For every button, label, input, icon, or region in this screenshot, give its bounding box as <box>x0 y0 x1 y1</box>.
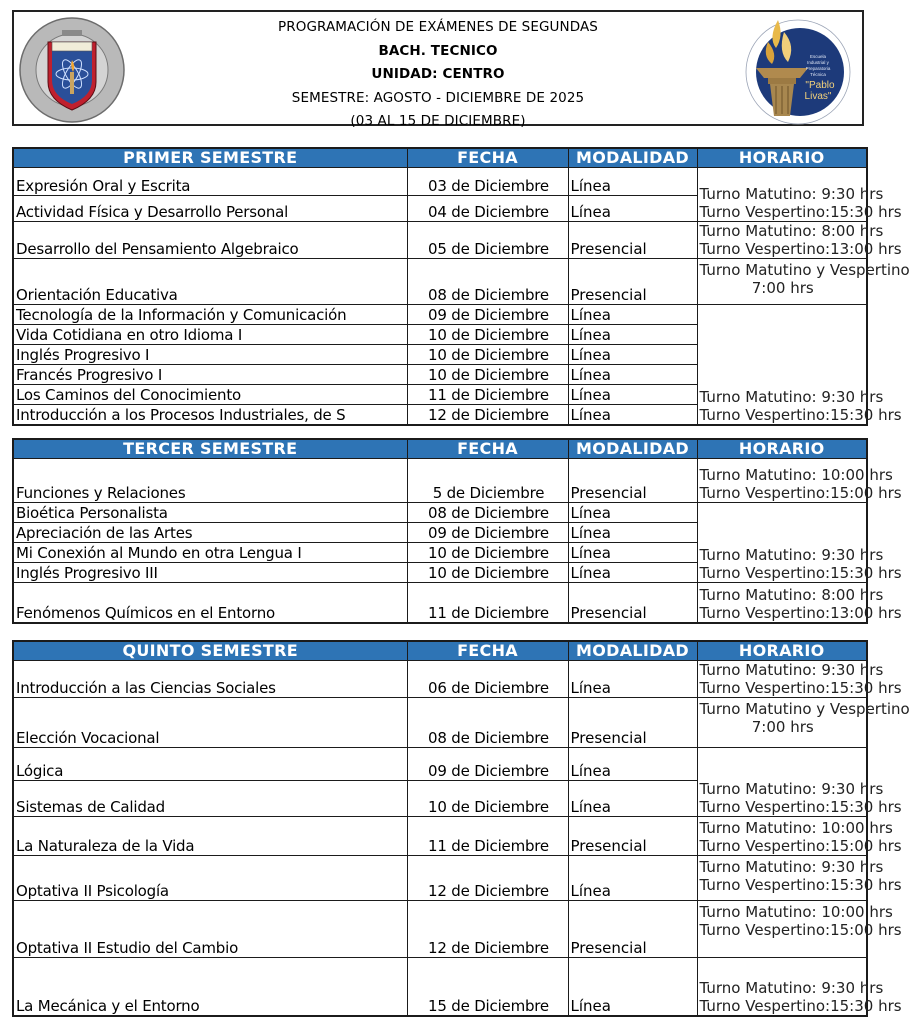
svg-text:Livas": Livas" <box>804 91 832 102</box>
horario: Turno Matutino: 10:00 hrs Turno Vespertino:15:00 hrs <box>697 901 867 958</box>
col-modalidad: MODALIDAD <box>568 148 697 168</box>
tercer-semestre-table <box>12 438 902 624</box>
col-modalidad: MODALIDAD <box>568 641 697 661</box>
horario: Turno Matutino: 9:30 hrs Turno Vespertino:15:30 hrs <box>697 168 867 222</box>
modalidad: Presencial <box>568 259 697 305</box>
subject: Introducción a los Procesos Industriales, de S <box>13 405 407 425</box>
subject: Tecnología de la Información y Comunicación <box>13 305 407 325</box>
horario: Turno Matutino: 9:30 hrs Turno Vespertino:15:30 hrs <box>697 503 867 583</box>
horario: Turno Matutino: 8:00 hrs Turno Vespertino:13:00 hrs <box>697 222 867 259</box>
modalidad: Línea <box>568 405 697 425</box>
semester-title: TERCER SEMESTRE <box>13 439 407 459</box>
table-row <box>13 503 867 523</box>
table-row <box>13 459 867 503</box>
horario: Turno Matutino y Vespertino 7:00 hrs <box>697 259 867 305</box>
modalidad: Línea <box>568 958 697 1016</box>
fecha: 11 de Diciembre <box>407 817 568 856</box>
subject: Funciones y Relaciones <box>13 459 407 503</box>
table-row <box>13 958 867 1016</box>
fecha: 10 de Diciembre <box>407 325 568 345</box>
col-fecha: FECHA <box>407 439 568 459</box>
unit-name: UNIDAD: CENTRO <box>371 66 505 82</box>
modalidad: Línea <box>568 168 697 196</box>
modalidad: Presencial <box>568 817 697 856</box>
fecha: 03 de Diciembre <box>407 168 568 196</box>
fecha: 10 de Diciembre <box>407 365 568 385</box>
table-row <box>13 661 867 698</box>
col-fecha: FECHA <box>407 641 568 661</box>
fecha: 09 de Diciembre <box>407 523 568 543</box>
subject: Bioética Personalista <box>13 503 407 523</box>
subject: Inglés Progresivo I <box>13 345 407 365</box>
svg-text:Técnica: Técnica <box>810 72 826 77</box>
subject: Vida Cotidiana en otro Idioma I <box>13 325 407 345</box>
modalidad: Línea <box>568 503 697 523</box>
horario: Turno Matutino: 9:30 hrs Turno Vespertino:15:30 hrs <box>697 305 867 425</box>
modalidad: Línea <box>568 661 697 698</box>
table-header-row <box>13 148 867 168</box>
horario: Turno Matutino: 10:00 hrs Turno Vespertino:15:00 hrs <box>697 817 867 856</box>
subject: Los Caminos del Conocimiento <box>13 385 407 405</box>
modalidad: Línea <box>568 385 697 405</box>
horario: Turno Matutino: 9:30 hrs Turno Vespertino:15:30 hrs <box>697 958 867 1016</box>
horario: Turno Matutino: 9:30 hrs Turno Vespertino:15:30 hrs <box>697 661 867 698</box>
fecha: 11 de Diciembre <box>407 385 568 405</box>
fecha: 08 de Diciembre <box>407 259 568 305</box>
quinto-semestre-table <box>12 640 910 1017</box>
primer-semestre-table <box>12 147 910 426</box>
fecha: 05 de Diciembre <box>407 222 568 259</box>
modalidad: Línea <box>568 365 697 385</box>
col-horario: HORARIO <box>697 641 867 661</box>
svg-text:Preparatoria: Preparatoria <box>805 66 831 71</box>
fecha: 11 de Diciembre <box>407 583 568 623</box>
modalidad: Presencial <box>568 901 697 958</box>
col-modalidad: MODALIDAD <box>568 439 697 459</box>
fecha: 12 de Diciembre <box>407 405 568 425</box>
document-title: PROGRAMACIÓN DE EXÁMENES DE SEGUNDAS <box>278 19 598 35</box>
table-row <box>13 222 867 259</box>
uanl-seal-logo <box>18 16 126 124</box>
table-row <box>13 856 867 901</box>
table-row <box>13 259 867 305</box>
table-header-row <box>13 641 867 661</box>
subject: Sistemas de Calidad <box>13 781 407 817</box>
subject: Apreciación de las Artes <box>13 523 407 543</box>
modalidad: Presencial <box>568 222 697 259</box>
program-name: BACH. TECNICO <box>378 42 498 59</box>
subject: Mi Conexión al Mundo en otra Lengua I <box>13 543 407 563</box>
fecha: 12 de Diciembre <box>407 901 568 958</box>
subject: La Mecánica y el Entorno <box>13 958 407 1016</box>
table-row <box>13 305 867 325</box>
horario: Turno Matutino: 8:00 hrs Turno Vespertino:13:00 hrs <box>697 583 867 623</box>
modalidad: Línea <box>568 856 697 901</box>
table-row <box>13 698 867 748</box>
document-header <box>12 10 864 129</box>
modalidad: Línea <box>568 748 697 781</box>
table-row <box>13 817 867 856</box>
svg-text:Industrial y: Industrial y <box>807 60 829 65</box>
fecha: 10 de Diciembre <box>407 563 568 583</box>
modalidad: Presencial <box>568 459 697 503</box>
table-row <box>13 583 867 623</box>
table-row <box>13 748 867 781</box>
subject: Elección Vocacional <box>13 698 407 748</box>
subject: Orientación Educativa <box>13 259 407 305</box>
modalidad: Línea <box>568 325 697 345</box>
fecha: 10 de Diciembre <box>407 781 568 817</box>
fecha: 12 de Diciembre <box>407 856 568 901</box>
modalidad: Línea <box>568 305 697 325</box>
semester-title: PRIMER SEMESTRE <box>13 148 407 168</box>
horario: Turno Matutino: 9:30 hrs Turno Vespertino:15:30 hrs <box>697 748 867 817</box>
fecha: 06 de Diciembre <box>407 661 568 698</box>
svg-text:"Pablo: "Pablo <box>805 80 835 91</box>
fecha: 15 de Diciembre <box>407 958 568 1016</box>
horario: Turno Matutino: 9:30 hrs Turno Vespertino:15:30 hrs <box>697 856 867 901</box>
horario: Turno Matutino: 10:00 hrs Turno Vespertino:15:00 hrs <box>697 459 867 503</box>
horario: Turno Matutino y Vespertino 7:00 hrs <box>697 698 867 748</box>
subject: Optativa II Psicología <box>13 856 407 901</box>
modalidad: Línea <box>568 196 697 222</box>
subject: Desarrollo del Pensamiento Algebraico <box>13 222 407 259</box>
subject: Lógica <box>13 748 407 781</box>
subject: Inglés Progresivo III <box>13 563 407 583</box>
col-horario: HORARIO <box>697 148 867 168</box>
subject: Expresión Oral y Escrita <box>13 168 407 196</box>
table-row <box>13 168 867 196</box>
fecha: 09 de Diciembre <box>407 748 568 781</box>
modalidad: Línea <box>568 563 697 583</box>
subject: La Naturaleza de la Vida <box>13 817 407 856</box>
table-row <box>13 901 867 958</box>
modalidad: Presencial <box>568 583 697 623</box>
date-range: (03 AL 15 DE DICIEMBRE) <box>350 113 526 129</box>
fecha: 04 de Diciembre <box>407 196 568 222</box>
subject: Introducción a las Ciencias Sociales <box>13 661 407 698</box>
modalidad: Línea <box>568 543 697 563</box>
fecha: 5 de Diciembre <box>407 459 568 503</box>
pablo-livas-logo <box>738 12 856 126</box>
col-horario: HORARIO <box>697 439 867 459</box>
modalidad: Presencial <box>568 698 697 748</box>
subject: Optativa II Estudio del Cambio <box>13 901 407 958</box>
modalidad: Línea <box>568 345 697 365</box>
fecha: 10 de Diciembre <box>407 543 568 563</box>
fecha: 08 de Diciembre <box>407 698 568 748</box>
semester-period: SEMESTRE: AGOSTO - DICIEMBRE DE 2025 <box>291 89 585 106</box>
col-fecha: FECHA <box>407 148 568 168</box>
fecha: 08 de Diciembre <box>407 503 568 523</box>
svg-text:Escuela: Escuela <box>809 54 827 59</box>
modalidad: Línea <box>568 523 697 543</box>
semester-title: QUINTO SEMESTRE <box>13 641 407 661</box>
modalidad: Línea <box>568 781 697 817</box>
table-header-row <box>13 439 867 459</box>
fecha: 10 de Diciembre <box>407 345 568 365</box>
subject: Francés Progresivo I <box>13 365 407 385</box>
subject: Fenómenos Químicos en el Entorno <box>13 583 407 623</box>
subject: Actividad Física y Desarrollo Personal <box>13 196 407 222</box>
fecha: 09 de Diciembre <box>407 305 568 325</box>
